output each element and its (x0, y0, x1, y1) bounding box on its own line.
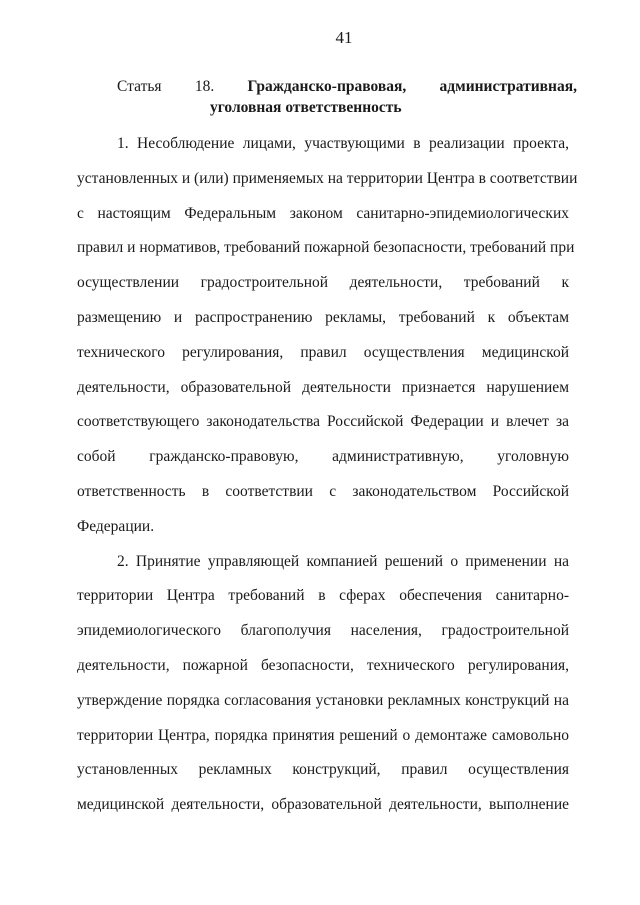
article-heading (117, 76, 577, 118)
article-title-word-1: Гражданско-правовая, (247, 78, 407, 95)
article-number: 18. (194, 78, 215, 95)
paragraph-line: правил и нормативов, требований пожарной безопасности, требований при (77, 239, 575, 257)
paragraph-line: Федерации. (77, 517, 155, 535)
page-number: 41 (335, 28, 353, 47)
paragraph-line: медицинской деятельности, образовательной деятельности, выполнение (77, 796, 569, 814)
paragraph-line: территории Центра, порядка принятия решений о демонтаже самовольно (77, 726, 569, 744)
paragraph-line: размещению и распространению рекламы, требований к объектам (77, 308, 569, 326)
paragraph-line: территории Центра требований в сферах обеспечения санитарно- (77, 587, 569, 605)
paragraph-line: утверждение порядка согласования установки рекламных конструкций на (77, 691, 569, 709)
paragraph-line: установленных рекламных конструкций, правил осуществления (77, 761, 569, 779)
paragraph-1 (77, 134, 578, 552)
article-heading-line-2: уголовная ответственность (210, 99, 402, 116)
paragraph-line: осуществлении градостроительной деятельности, требований к (77, 274, 569, 292)
paragraph-line: деятельности, пожарной безопасности, технического регулирования, (77, 656, 569, 674)
paragraph-2 (77, 552, 569, 830)
paragraph-line: установленных и (или) применяемых на территории Центра в соответствии (77, 169, 578, 187)
paragraph-line: эпидемиологического благополучия населения, градостроительной (77, 622, 569, 640)
article-heading-line-1 (117, 76, 577, 97)
paragraph-line: соответствующего законодательства Российской Федерации и влечет за (77, 413, 569, 431)
paragraph-line: ответственность в соответствии с законодательством Российской (77, 482, 569, 500)
article-label: Статья (117, 78, 162, 95)
paragraph-line: собой гражданско-правовую, административную, уголовную (77, 448, 569, 466)
article-title-word-2: административная, (439, 78, 577, 95)
paragraph-line: 1. Несоблюдение лицами, участвующими в реализации проекта, (117, 135, 569, 152)
article-body (77, 134, 578, 830)
paragraph-line: 2. Принятие управляющей компанией решений о применении на (117, 552, 569, 570)
paragraph-line: с настоящим Федеральным законом санитарно-эпидемиологических (77, 204, 569, 222)
paragraph-line: деятельности, образовательной деятельности признается нарушением (77, 378, 569, 396)
paragraph-line: технического регулирования, правил осуществления медицинской (77, 343, 569, 361)
